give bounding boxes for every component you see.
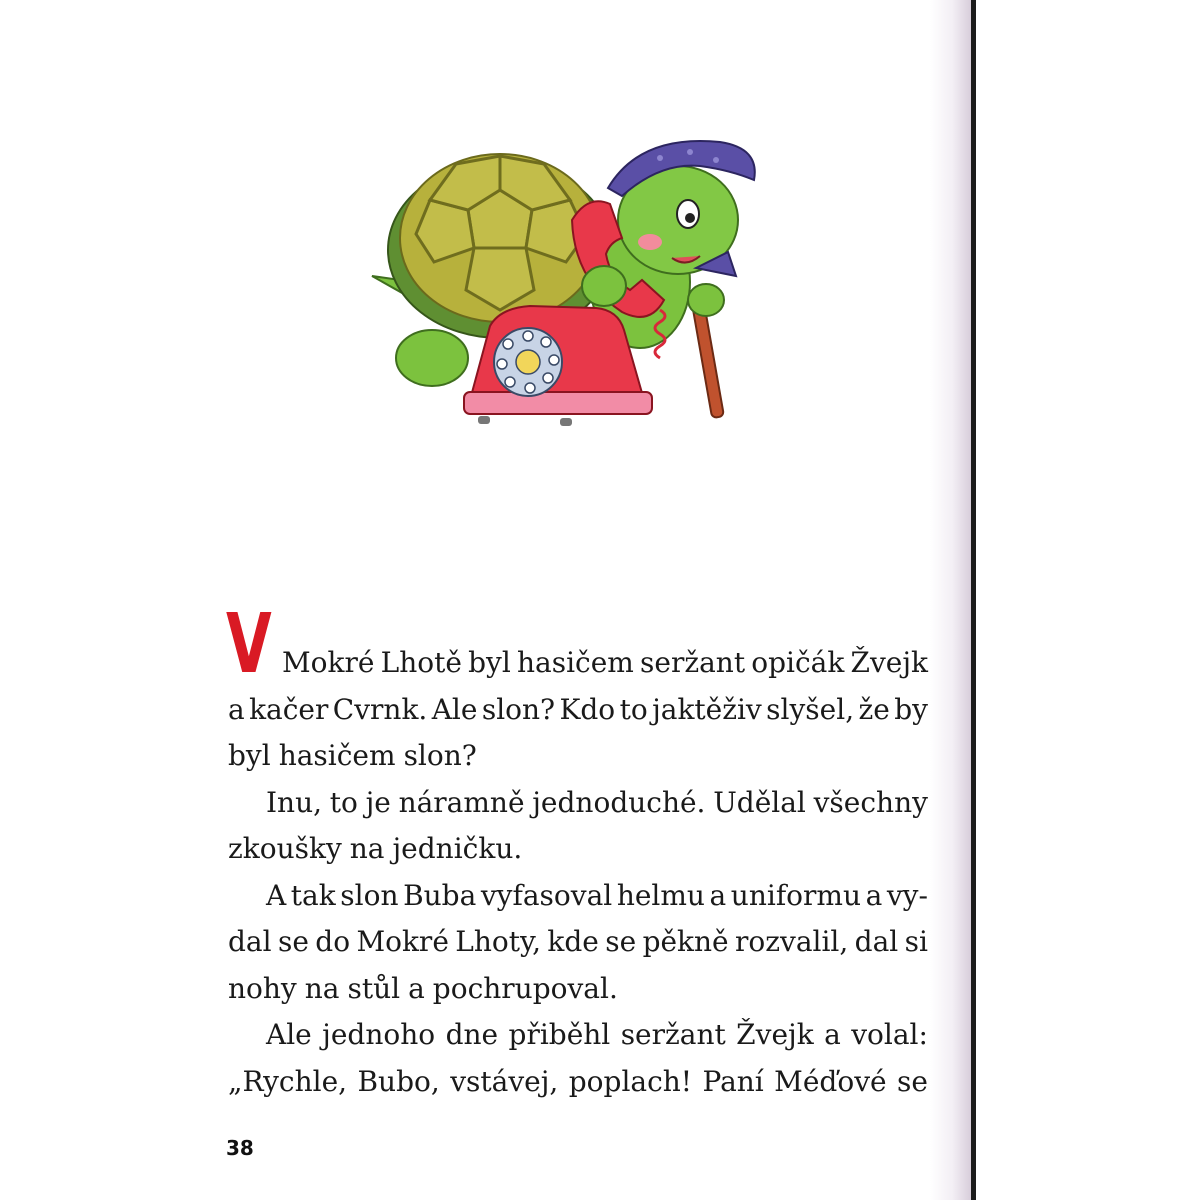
word: přiběhl [508, 1018, 611, 1051]
drop-cap: V [226, 597, 272, 692]
word: a [824, 1018, 841, 1051]
word: A [266, 878, 287, 912]
word: si [904, 925, 928, 958]
word: a [709, 878, 727, 912]
turtle-blush [638, 234, 662, 250]
text-line [228, 780, 928, 827]
word: nohy [228, 971, 297, 1005]
word: jedničku. [392, 832, 523, 865]
word: na [349, 832, 385, 865]
word: Buba [403, 878, 477, 912]
word: všechny [813, 785, 928, 819]
text-line [228, 687, 928, 734]
story-text [228, 640, 928, 1105]
word: tak [290, 878, 336, 912]
text-line [228, 733, 928, 780]
word: a [408, 971, 425, 1005]
word: dal [228, 925, 272, 958]
word: vstávej, [450, 1064, 559, 1098]
word: jednoduché. [532, 785, 706, 819]
word: Žvejk [736, 1018, 814, 1051]
word: to [619, 692, 648, 726]
word: a [865, 878, 883, 912]
scan-background [976, 0, 1200, 1200]
word: pochrupoval. [432, 971, 618, 1005]
word: pěkně [642, 925, 729, 958]
word: jednoho [322, 1018, 436, 1051]
word: se [277, 925, 309, 958]
word: do [315, 925, 351, 958]
word: rozvalil, [735, 925, 849, 958]
turtle-hand-right [688, 284, 724, 316]
telephone-base-bottom [464, 392, 652, 414]
word: se [605, 925, 637, 958]
turtle-back-leg [396, 330, 468, 386]
word: slon [340, 878, 399, 912]
text-line [228, 966, 928, 1013]
dial-center [516, 350, 540, 374]
word: Mokré [356, 925, 449, 958]
word: byl [468, 646, 511, 679]
word: slon? [481, 692, 556, 726]
word: Lhotě [380, 646, 462, 679]
word: „Rychle, [228, 1064, 348, 1098]
word: slyšel, [766, 692, 855, 726]
word: dal [854, 925, 899, 958]
word: Ale [431, 692, 478, 726]
text-line [228, 919, 928, 966]
word: seržant [640, 646, 746, 679]
word: byl [228, 739, 271, 772]
word: volal: [851, 1018, 928, 1051]
word: vyfasoval [480, 878, 613, 912]
text-line [228, 1059, 928, 1106]
word: Paní [702, 1064, 764, 1098]
page-number: 38 [226, 1136, 254, 1160]
word: na [304, 971, 340, 1005]
word: a [228, 692, 245, 726]
word: poplach! [568, 1064, 693, 1098]
word: jaktěživ [652, 692, 762, 726]
word: hasičem [278, 739, 396, 772]
word: Lhoty, [455, 925, 542, 958]
word: se [897, 1064, 928, 1098]
word: dne [445, 1018, 499, 1051]
word: stůl [347, 971, 401, 1005]
turtle-pupil [685, 213, 695, 223]
word: Mokré [282, 646, 375, 679]
word: kde [547, 925, 599, 958]
word: náramně [398, 785, 525, 819]
word: opičák [751, 646, 845, 679]
word: hasičem [516, 646, 634, 679]
text-line [228, 1012, 928, 1059]
text-line [228, 873, 928, 920]
text-line [228, 640, 928, 687]
word: Žvejk [850, 646, 928, 679]
text-line [228, 826, 928, 873]
word: Udělal [713, 785, 806, 819]
word: to [329, 785, 358, 819]
word: vy- [886, 878, 928, 912]
word: Kdo [559, 692, 616, 726]
word: uniformu [730, 878, 862, 912]
word: že [858, 692, 890, 726]
word: zkoušky [228, 832, 342, 865]
word: Bubo, [357, 1064, 440, 1098]
word: slon? [403, 739, 477, 772]
turtle-hand-left [582, 266, 626, 306]
word: je [365, 785, 391, 819]
word: helmu [616, 878, 705, 912]
turtle-telephone-illustration [360, 130, 780, 470]
word: Cvrnk. [332, 692, 428, 726]
word: kačer [249, 692, 329, 726]
walking-stick [692, 300, 724, 418]
word: by [894, 692, 928, 726]
word: seržant [620, 1018, 726, 1051]
word: Méďové [774, 1064, 887, 1098]
word: Inu, [266, 785, 323, 819]
word: Ale [266, 1018, 312, 1051]
